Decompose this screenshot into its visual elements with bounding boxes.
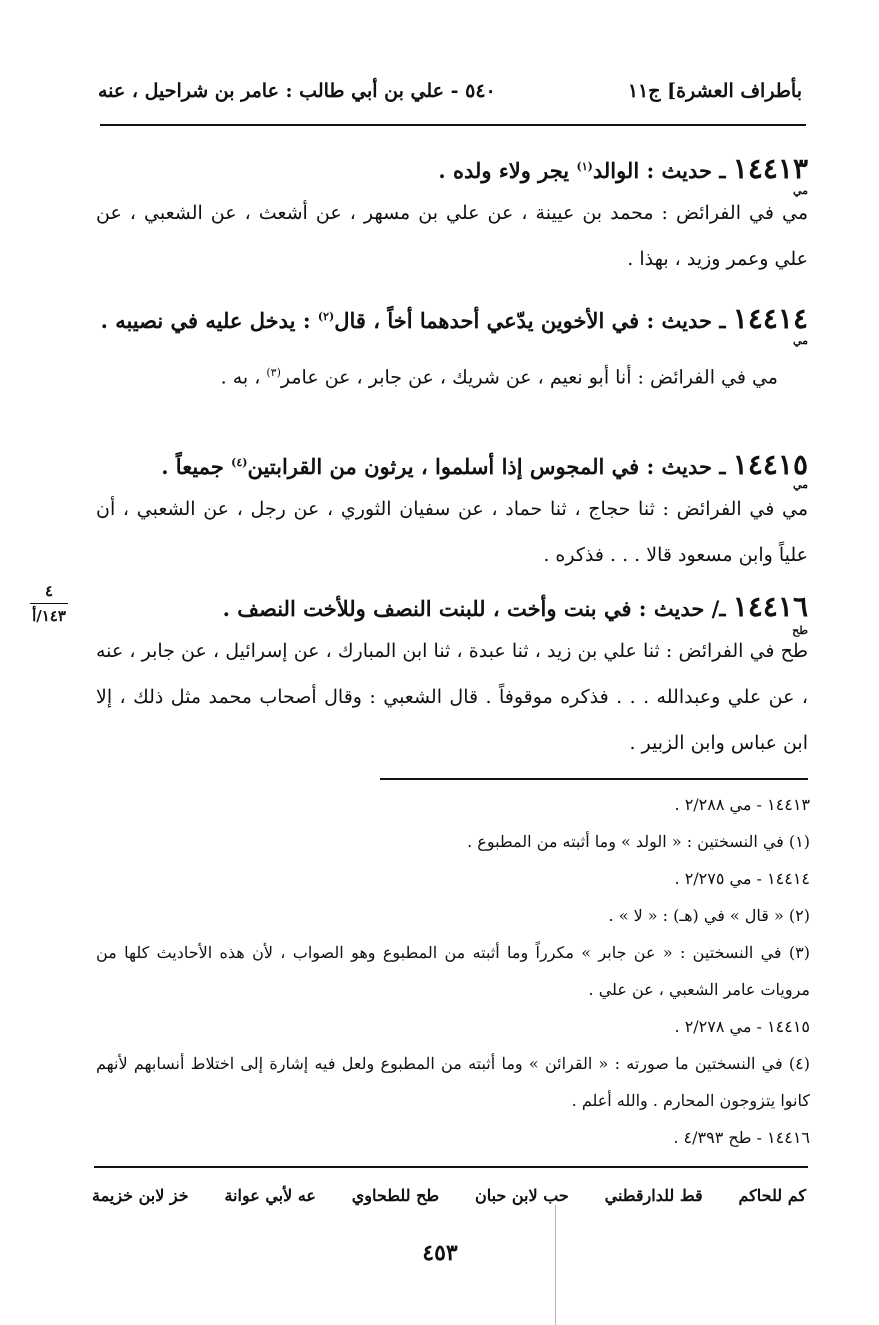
- source-symbol: طح: [792, 624, 808, 637]
- source-symbol: مي: [792, 478, 808, 491]
- header-book-title: بأطراف العشرة] ج١١: [627, 80, 802, 102]
- source-symbol: مي: [792, 334, 808, 347]
- footnote-line: (٣) في النسختين : « عن جابر » مكرراً وما أثبته من المطبوع وهو الصواب ، لأن هذه الأحاديث كلها من مرويات عامر الشعبي ، عن علي .: [96, 943, 810, 999]
- entry-body: [96, 350, 808, 400]
- entry-body-text-end: ، به .: [220, 366, 267, 389]
- entry-title-end: يجر ولاء ولده .: [438, 158, 577, 183]
- entry-number: ١٤٤١٦: [732, 590, 808, 623]
- entry-number: ١٤٤١٣: [732, 152, 808, 185]
- legend-divider: [94, 1166, 808, 1168]
- entry-heading: [96, 590, 808, 626]
- entry-body: طح في الفرائض : ثنا علي بن زيد ، ثنا عبدة ، ثنا ابن المبارك ، عن إسرائيل ، عن جابر ، عنه ، عن علي وعبدالله . . . فذكره موقوفاً . قال الشعبي : وقال أصحاب محمد مثل ذلك ، إلا ابن عباس وابن الزبير .: [96, 640, 808, 754]
- entry-title: ـ حديث : في المجوس إذا أسلموا ، يرثون من القرابتين: [247, 454, 733, 479]
- entry-body: مي في الفرائض : محمد بن عيينة ، عن علي بن مسهر ، عن أشعث ، عن الشعبي ، عن علي وعمر وزيد ، بهذا .: [96, 202, 808, 270]
- entry-heading: [96, 300, 808, 338]
- scan-gutter-line: [555, 1205, 556, 1325]
- entry-title-end: جميعاً .: [161, 454, 232, 479]
- entry-title: ـ حديث : الوالد: [592, 158, 733, 183]
- margin-note-top: ٤: [44, 582, 54, 600]
- footnote-marker: (٤): [231, 456, 248, 469]
- entry-heading: [96, 446, 808, 484]
- margin-folio-note: [26, 582, 72, 625]
- entry-body: مي في الفرائض : ثنا حجاج ، ثنا حماد ، عن سفيان الثوري ، عن رجل ، عن الشعبي ، أن علياً وابن مسعود قالا . . . فذكره .: [96, 498, 808, 566]
- hadith-entry: [96, 150, 808, 282]
- legend-item: حب لابن حبان: [474, 1186, 569, 1205]
- header-divider: [100, 124, 806, 126]
- legend-item: طح للطحاوي: [351, 1186, 440, 1205]
- hadith-entry: [96, 590, 808, 766]
- legend-item: عه لأبي عوانة: [224, 1186, 316, 1205]
- entry-title: ـ حديث : في الأخوين يدّعي أحدهما أخاً ، قال: [334, 308, 733, 333]
- footnote-line: ١٤٤١٤ - مي ٢/٢٧٥ .: [674, 869, 810, 888]
- entry-heading: [96, 150, 808, 188]
- entry-number: ١٤٤١٥: [732, 448, 808, 481]
- footnote-line: ١٤٤١٥ - مي ٢/٢٧٨ .: [674, 1017, 810, 1036]
- hadith-entry: [96, 446, 808, 578]
- hadith-entry: [96, 300, 808, 400]
- margin-note-divider: [30, 603, 68, 604]
- footnote-marker: (٣): [266, 366, 281, 379]
- footnote-line: ١٤٤١٦ - طح ٤/٣٩٣ .: [673, 1128, 810, 1147]
- footnote-marker: (١): [576, 160, 593, 173]
- entry-title-end: : يدخل عليه في نصيبه .: [100, 308, 318, 333]
- footnote-line: (١) في النسختين : « الولد » وما أثبته من المطبوع .: [467, 832, 810, 851]
- entry-title: ـ/ حديث : في بنت وأخت ، للبنت النصف وللأخت النصف .: [222, 596, 733, 621]
- footnote-line: (٢) « قال » في (هـ) : « لا » .: [608, 906, 810, 925]
- abbreviation-legend: [92, 1186, 806, 1218]
- source-symbol: مي: [792, 184, 808, 197]
- entry-number: ١٤٤١٤: [732, 302, 808, 335]
- header-section-title: ٥٤٠ - علي بن أبي طالب : عامر بن شراحيل ، عنه: [98, 80, 496, 102]
- page-number: ٤٥٣: [422, 1240, 458, 1266]
- running-header: [98, 80, 802, 114]
- footnotes: [96, 786, 810, 1156]
- legend-item: قط للدارقطني: [604, 1186, 703, 1205]
- margin-note-bottom: ١٤٣/أ: [32, 607, 66, 625]
- entry-body-text: مي في الفرائض : أنا أبو نعيم ، عن شريك ، عن جابر ، عن عامر: [280, 366, 778, 389]
- footnote-marker: (٢): [317, 310, 335, 323]
- legend-item: خز لابن خزيمة: [92, 1186, 189, 1205]
- footnote-line: (٤) في النسختين ما صورته : « القرائن » وما أثبته من المطبوع ولعل فيه إشارة إلى اختلاط أنسابهم لأنهم كانوا يتزوجون المحارم . والله أعلم .: [96, 1054, 811, 1110]
- footnote-line: ١٤٤١٣ - مي ٢/٢٨٨ .: [674, 795, 810, 814]
- legend-item: كم للحاكم: [738, 1186, 806, 1205]
- footnote-divider: [380, 778, 808, 780]
